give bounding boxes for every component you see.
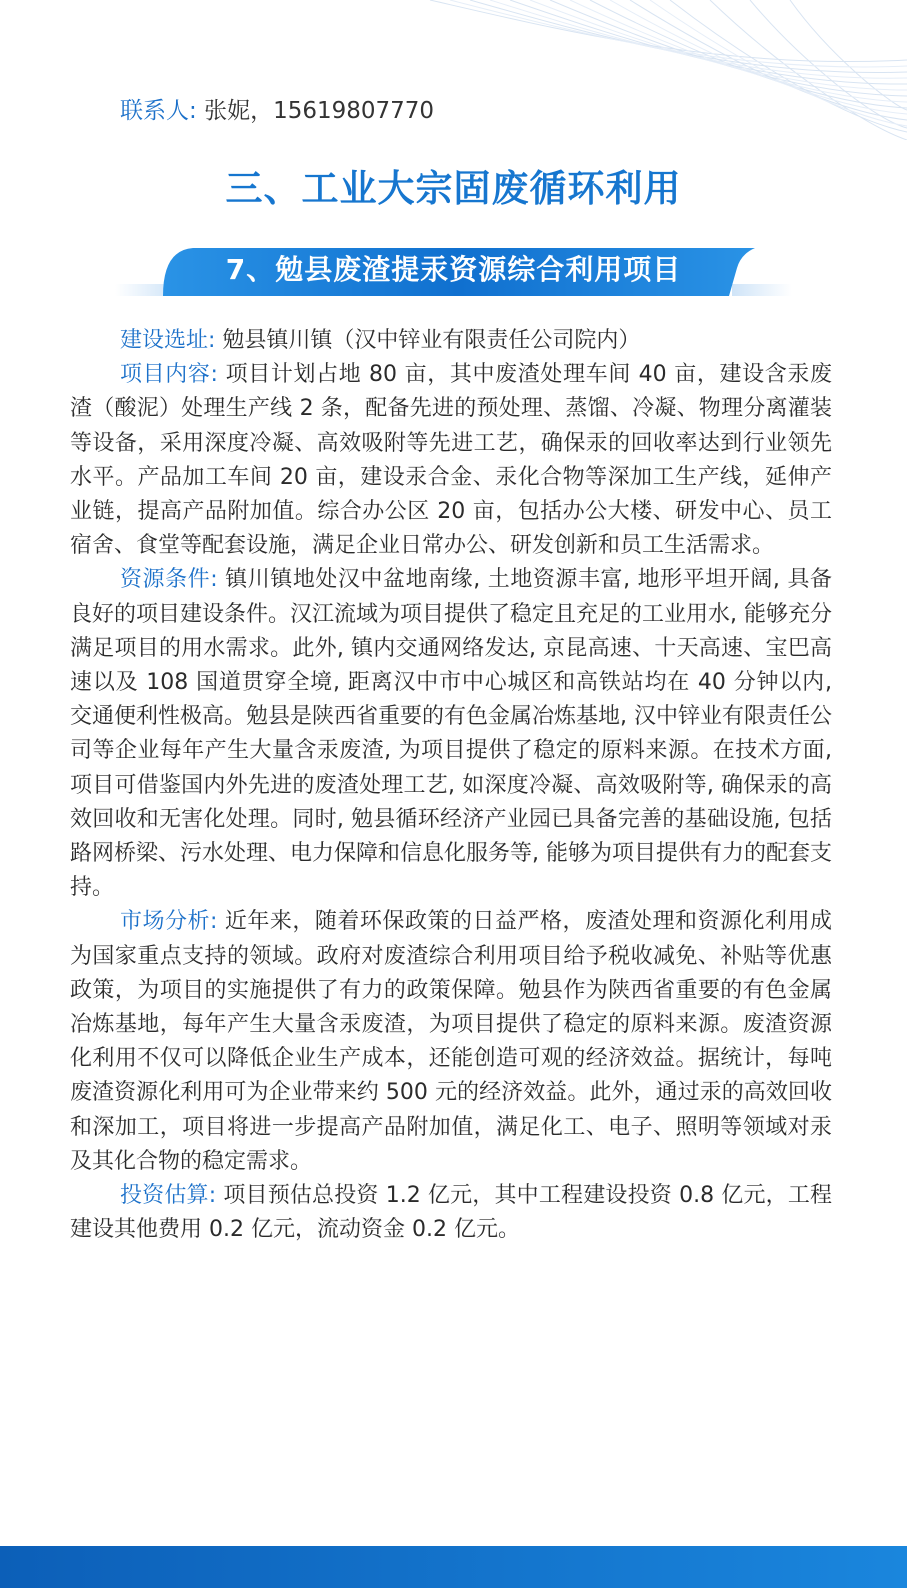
contact-label: 联系人: — [120, 98, 197, 124]
contact-line — [120, 96, 434, 126]
paragraph-label: 投资估算: — [120, 1183, 217, 1209]
contact-value: 张妮，15619807770 — [204, 98, 435, 124]
paragraph-label: 市场分析: — [120, 909, 218, 935]
paragraph-text: 项目预估总投资 1.2 亿元，其中工程建设投资 0.8 亿元，工程建设其他费用 0.2 亿元，流动资金 0.2 亿元。 — [70, 1183, 832, 1243]
paragraph-content — [70, 358, 832, 563]
paragraph-label: 资源条件: — [120, 567, 218, 593]
paragraph-text: 项目计划占地 80 亩，其中废渣处理车间 40 亩，建设含汞废渣（酸泥）处理生产线 2 条，配备先进的预处理、蒸馏、冷凝、物理分离灌装等设备，采用深度冷凝、高效吸附等先进工艺，确保汞的回收率达到行业领先水平。产品加工车间 20 亩，建设汞合金、汞化合物等深加工生产线，延伸产业链，提高产品附加值。综合办公区 20 亩，包括办公大楼、研发中心、员工宿舍、食堂等配套设施，满足企业日常办公、研发创新和员工生活需求。 — [70, 362, 833, 559]
paragraph-label: 项目内容: — [120, 362, 218, 388]
section-title: 三、工业大宗固废循环利用 — [225, 167, 682, 210]
project-description — [70, 324, 832, 1247]
paragraph-text: 勉县镇川镇（汉中锌业有限责任公司院内） — [222, 328, 641, 353]
paragraph-site — [70, 324, 832, 358]
project-title-banner — [115, 244, 792, 300]
paragraph-text: 镇川镇地处汉中盆地南缘, 土地资源丰富, 地形平坦开阔, 具备良好的项目建设条件。汉江流域为项目提供了稳定且充足的工业用水, 能够充分满足项目的用水需求。此外, 镇内交通网络发达, 京昆高速、十天高速、宝巴高速以及 108 国道贯穿全境, 距离汉中市中心城区和高铁站均在 40 分钟以内, 交通便利性极高。勉县是陕西省重要的有色金属冶炼基地, 汉中锌业有限责任公司等企业每年产生大量含汞废渣, 为项目提供了稳定的原料来源。在技术方面, 项目可借鉴国内外先进的废渣处理工艺, 如深度冷凝、高效吸附等, 确保汞的高效回收和无害化处理。同时, 勉县循环经济产业园已具备完善的基础设施, 包括路网桥梁、污水处理、电力保障和信息化服务等, 能够为项目提供有力的配套支持。 — [70, 567, 832, 901]
paragraph-label: 建设选址: — [120, 328, 216, 353]
paragraph-investment — [70, 1179, 832, 1247]
project-title: 7、勉县废渣提汞资源综合利用项目 — [225, 253, 682, 286]
paragraph-text: 近年来，随着环保政策的日益严格，废渣处理和资源化利用成为国家重点支持的领域。政府对废渣综合利用项目给予税收减免、补贴等优惠政策，为项目的实施提供了有力的政策保障。勉县作为陕西省重要的有色金属冶炼基地，每年产生大量含汞废渣，为项目提供了稳定的原料来源。废渣资源化利用不仅可以降低企业生产成本，还能创造可观的经济效益。据统计，每吨废渣资源化利用可为企业带来约 500 元的经济效益。此外，通过汞的高效回收和深加工，项目将进一步提高产品附加值，满足化工、电子、照明等领域对汞及其化合物的稳定需求。 — [70, 909, 832, 1174]
paragraph-market — [70, 905, 832, 1179]
paragraph-resources — [70, 563, 832, 905]
footer-bar — [0, 1546, 907, 1588]
